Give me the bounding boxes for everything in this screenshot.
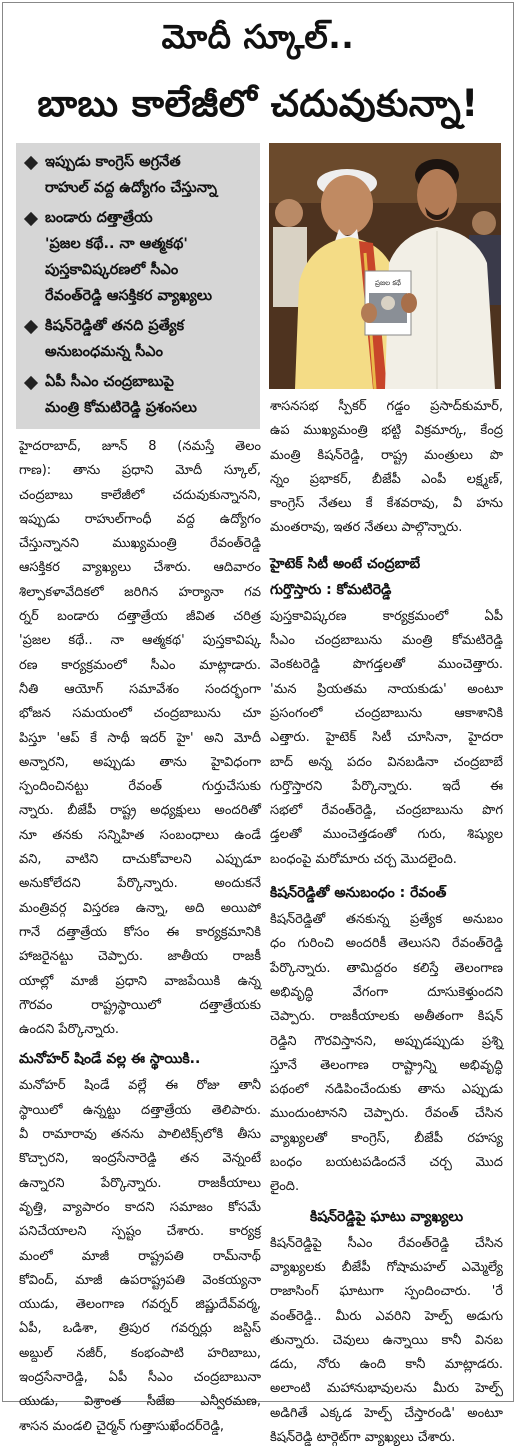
- text-line: మంతరావు, ఇతర నేతలు పాల్గొన్నారు.: [270, 520, 463, 536]
- text-line: మంలో మాజీ రాష్ట్రపతి రామ్‌నాథ్: [19, 1248, 261, 1264]
- highlight-text: [45, 149, 217, 201]
- text-line: కోవింద్, మాజీ ఉపరాష్ట్రపతి వెంకయ్యనా: [19, 1272, 261, 1288]
- text-line: డ్తలతో ముంచెత్తడంతో గురు, శిష్యుల: [270, 827, 503, 843]
- text-line: మంత్రి కిషన్‌రెడ్డి, రాష్ట్ర మంత్రులు పొ: [270, 447, 503, 463]
- text-line: యుడు, విశ్రాంత సీజేఐ ఎన్వీరమణ,: [19, 1394, 261, 1410]
- diamond-bullet-icon: [24, 320, 38, 334]
- text-line: గౌరవం రాష్ట్రస్థాయిలో దత్తాత్రేయకు: [19, 997, 261, 1013]
- text-line: చేస్తున్నానని ముఖ్యమంత్రి రేవంత్‌రెడ్డి: [19, 536, 261, 552]
- text-line: లైంది.: [270, 1179, 300, 1195]
- highlight-line: ఏపీ సీఎం చంద్రబాబుపై: [45, 374, 174, 390]
- highlight-item: [20, 149, 254, 201]
- text-line: శాసన మండలి చైర్మన్ గుత్తాసుఖేందర్‌రెడ్డి,: [19, 1418, 225, 1434]
- text-line: గానే దత్తాత్రేయ కోసం ఈ కార్యక్రమానికి: [19, 924, 261, 940]
- book-launch-photo: [269, 143, 501, 389]
- text-line: మనోహర్ షిండే వల్లే ఈ రోజు తానీ: [19, 1078, 261, 1094]
- text-line: రెడ్డిని గౌరవిస్తానని, అప్పుడప్పుడు ప్రశ్ని: [270, 1033, 503, 1049]
- text-line: చంద్రబాబు కాలేజీలో చదువుకున్నానని,: [19, 487, 261, 503]
- text-line: ఉందని పేర్కొన్నారు.: [19, 1022, 119, 1038]
- text-line: సభలో రేవంత్‌రెడ్డి, చంద్రబాబును పొగ: [270, 803, 503, 819]
- text-line: వృత్తి, వ్యాపారం కాదని సమాజం కోసమే: [19, 1199, 261, 1215]
- text-line: ఉన్నారని పేర్కొన్నారు. రాజకీయాలు: [19, 1175, 261, 1191]
- article-column-left: [19, 435, 261, 1439]
- newspaper-clipping: [2, 2, 514, 1445]
- diamond-bullet-icon: [24, 212, 38, 226]
- text-line: పుస్తకావిష్కరణ కార్యక్రమంలో ఏపీ: [270, 608, 503, 624]
- text-line: బంధం బయటపడిందనే చర్చ మొద: [270, 1155, 503, 1171]
- text-line: వ్యాఖ్యలకు బీజేపీ గోషామహల్ ఎమ్మెల్యే: [270, 1259, 503, 1275]
- text-line: స్తూనే తెలంగాణ రాష్ట్రాన్ని అభివృద్ధి: [270, 1057, 503, 1073]
- paragraph: [270, 395, 503, 541]
- highlight-line: మంత్రి కోమటిరెడ్డి ప్రశంసలు: [45, 400, 197, 416]
- text-line: గాణ): తాను ప్రధాని మోదీ స్కూల్,: [19, 463, 261, 479]
- highlight-line: కిషన్‌రెడ్డితో తనది ప్రత్యేక: [45, 318, 185, 334]
- highlight-line: 'ప్రజల కథే.. నా ఆత్మకథ': [45, 236, 188, 252]
- text-line: శిల్పాకళావేదికలో జరిగిన హర్యానా గవ: [19, 584, 261, 600]
- text-line: అడిగితే ఎక్కడ హెల్ప్ చేస్తారండి' అంటూ: [270, 1405, 503, 1421]
- text-line: ఆసక్తికర వ్యాఖ్యలు చేశారు. ఆదివారం: [19, 560, 261, 576]
- text-line: రణ కార్యక్రమంలో సీఎం మాట్లాడారు.: [19, 657, 261, 673]
- highlight-text: [45, 313, 184, 365]
- diamond-bullet-icon: [24, 376, 38, 390]
- diamond-bullet-icon: [24, 156, 38, 170]
- text-line: అభివృద్ధి వేగంగా దూసుకెళ్తుందని: [270, 984, 503, 1000]
- text-line: స్థాయిలో ఉన్నట్టు దత్తాత్రేయ తెలిపారు.: [19, 1102, 261, 1118]
- text-line: తున్నారు. చెవులు ఉన్నాయి కానీ వినబ: [270, 1332, 503, 1348]
- text-line: కొచ్చారని, ఇంద్రసేనారెడ్డి తన వెన్నంటే: [19, 1151, 261, 1167]
- text-line: పనిచేయాలని స్పష్టం చేశారు. కార్యక్ర: [19, 1224, 261, 1240]
- book-title-text: ప్రజల కథే: [375, 279, 401, 287]
- text-line: న్నం ప్రభాకర్, బీజేపీ ఎంపీ లక్ష్మణ్,: [270, 471, 503, 487]
- highlights-box: [16, 143, 260, 429]
- text-line: వంత్‌రెడ్డి.. మీరు ఎవరిని హెల్ప్ అడుగు: [270, 1308, 503, 1324]
- text-line: ర్నర్ బండారు దత్తాత్రేయ జీవిత చరిత్ర: [19, 609, 261, 625]
- text-line: ఇంద్రసేనారెడ్డి, ఏపీ సీఎం చంద్రబాబునా: [19, 1369, 261, 1385]
- text-line: ఎత్తారు. హైటెక్ సిటీ చూసినా, హైదరా: [270, 730, 503, 746]
- text-line: అబ్దుల్ నజీర్, కంభంపాటి హరిబాబు,: [19, 1345, 261, 1361]
- text-line: బాద్ అన్న పదం వినబడినా చంద్రబాబే: [270, 754, 503, 770]
- text-line: కిషన్‌రెడ్డిపై సీఎం రేవంత్‌రెడ్డి చేసిన: [270, 1235, 503, 1251]
- text-line: రాజాసింగ్ ఘాటుగా స్పందించారు. 'రే: [270, 1284, 503, 1300]
- headline-line-1: మోదీ స్కూల్..: [161, 17, 355, 56]
- text-line: అలాంటి మహానుభావులను మీరు హెల్ప్: [270, 1381, 503, 1397]
- text-line: కిషన్‌రెడ్డితో తనకున్న ప్రత్యేక అనుబం: [270, 912, 503, 928]
- paragraph: [19, 1074, 261, 1438]
- highlight-line: ఇప్పుడు కాంగ్రెస్ అగ్రనేత: [45, 154, 181, 170]
- text-line: పథంలో నడిపించేందుకు తాను ఎప్పుడు: [270, 1082, 503, 1098]
- highlight-line: బండారు దత్తాత్రేయ: [45, 210, 153, 226]
- paragraph: [270, 1232, 503, 1450]
- text-line: వని, వాటిని దాచుకోవాలని ఎప్పుడూ: [19, 852, 261, 868]
- text-line: ఇప్పుడు రాహుల్‌గాంధీ వద్ద ఉద్యోగం: [19, 511, 261, 527]
- text-line: ప్రసంగంలో చంద్రబాబును ఆకాశానికి: [270, 705, 503, 721]
- text-line: పిస్తూ 'ఆప్ కే సాథీ ఇదర్ హై' అని మోదీ: [19, 730, 261, 746]
- text-line: 'మన ప్రియతమ నాయకుడు' అంటూ: [270, 681, 503, 697]
- text-line: శాసనసభ స్పీకర్ గడ్డం ప్రసాద్‌కుమార్,: [270, 399, 503, 414]
- text-line: కాంగ్రెస్ నేతలు కే కేశవరావు, వీ హను: [270, 496, 503, 512]
- text-line: ధం గురించి అందరికీ తెలుసని రేవంత్‌రెడ్డి: [270, 936, 503, 952]
- text-line: భోజన సమయంలో చంద్రబాబును చూ: [19, 706, 261, 722]
- highlight-item: [20, 369, 254, 421]
- highlight-item: [20, 313, 254, 365]
- highlight-line: రాహుల్ వద్ద ఉద్యోగం చేస్తున్నా: [45, 180, 218, 196]
- text-line: బంధంపై మరోమారు చర్చ మొదలైంది.: [270, 851, 457, 867]
- photo-illustration: [269, 143, 501, 389]
- text-line: న్నారు. బీజేపీ రాష్ట్ర అధ్యక్షులు అందరితో: [19, 803, 261, 819]
- highlight-line: రేవంత్‌రెడ్డి ఆసక్తికర వ్యాఖ్యలు: [45, 288, 213, 304]
- highlight-text: [45, 369, 197, 421]
- subheading: కిషన్‌రెడ్డితో అనుబంధం : రేవంత్: [270, 885, 447, 902]
- text-line: గుర్తొస్తారని పేర్కొన్నారు. ఇదే ఈ: [270, 778, 503, 794]
- highlight-text: [45, 205, 212, 309]
- subheading: కిషన్‌రెడ్డిపై ఘాటు వ్యాఖ్యలు: [309, 1208, 464, 1225]
- subheading-line: గుర్తొస్తారు : కోమటిరెడ్డి: [270, 581, 392, 598]
- text-line: అనుకోలేదని పేర్కొన్నారు. అందుకనే: [19, 876, 261, 892]
- text-line: పేర్కొన్నారు. తామిద్దరం కలిస్తే తెలంగాణ: [270, 960, 503, 976]
- paragraph: [270, 605, 503, 872]
- highlight-line: పుస్తకావిష్కరణలో సీఎం: [45, 262, 179, 278]
- text-line: హైదరాబాద్, జూన్ 8 (నమస్తే తెలం: [19, 439, 261, 454]
- subheading: [270, 551, 503, 603]
- text-line: ముందుంటానని చెప్పారు. రేవంత్ చేసిన: [270, 1106, 503, 1122]
- headline-line-2: బాబు కాలేజీలో చదువుకున్నా!: [37, 82, 479, 125]
- text-line: హాజరైనట్టు చెప్పారు. జాతీయ రాజకీ: [19, 949, 261, 965]
- text-line: అన్నారని, అప్పుడు తాను హైవిధంగా: [19, 754, 261, 770]
- text-line: ఏపీ, ఒడిశా, త్రిపుర గవర్నర్లు జస్టిస్: [19, 1321, 261, 1337]
- text-line: యుడు, తెలంగాణ గవర్నర్ జిష్ణుదేవ్‌వర్మ,: [19, 1297, 261, 1313]
- text-line: చెప్పారు. రాజకీయాలకు అతీతంగా కిషన్: [270, 1009, 503, 1025]
- paragraph: [19, 435, 261, 1042]
- article-column-right: [270, 395, 503, 1450]
- highlight-line: అనుబంధమన్న సీఎం: [45, 344, 163, 360]
- text-line: సీఎం చంద్రబాబును మంత్రి కోమటిరెడ్డి: [270, 633, 503, 649]
- paragraph: [270, 908, 503, 1200]
- text-line: వీ రామారావు తనను పాలిటిక్స్‌లోకి తీసు: [19, 1127, 261, 1143]
- text-line: డదు, నోరు ఉంది కానీ మాట్లాడరు.: [270, 1357, 503, 1373]
- text-line: మంత్రివర్గ విస్తరణ ఉన్నా, అది అయిపో: [19, 900, 261, 916]
- text-line: నూ తనకు సన్నిహిత సంబంధాలు ఉండే: [19, 827, 261, 843]
- text-line: వ్యాఖ్యలతో కాంగ్రెస్, బీజేపీ రహస్య: [270, 1130, 503, 1146]
- highlight-item: [20, 205, 254, 309]
- subheading: మనోహర్ షిండే వల్ల ఈ స్థాయికి..: [19, 1051, 201, 1068]
- text-line: వెంకటరెడ్డి పొగడ్తలతో ముంచెత్తారు.: [270, 657, 503, 673]
- text-line: కిషన్‌రెడ్డి టార్గెట్‌గా వ్యాఖ్యలు చేశారు.: [270, 1429, 456, 1445]
- text-line: నీతి ఆయోగ్ సమావేశం సందర్భంగా: [19, 681, 261, 697]
- text-line: స్పందించినట్టు రేవంత్ గుర్తుచేసుకు: [19, 779, 261, 795]
- text-line: ఉప ముఖ్యమంత్రి భట్టి విక్రమార్క, కేంద్ర: [270, 423, 503, 439]
- subheading-line: హైటెక్ సిటీ అంటే చంద్రబాబే: [270, 555, 421, 572]
- text-line: 'ప్రజల కథే.. నా ఆత్మకథ' పుస్తకావిష్క: [19, 633, 261, 649]
- text-line: యాల్లో మాజీ ప్రధాని వాజపేయికి ఉన్న: [19, 973, 261, 989]
